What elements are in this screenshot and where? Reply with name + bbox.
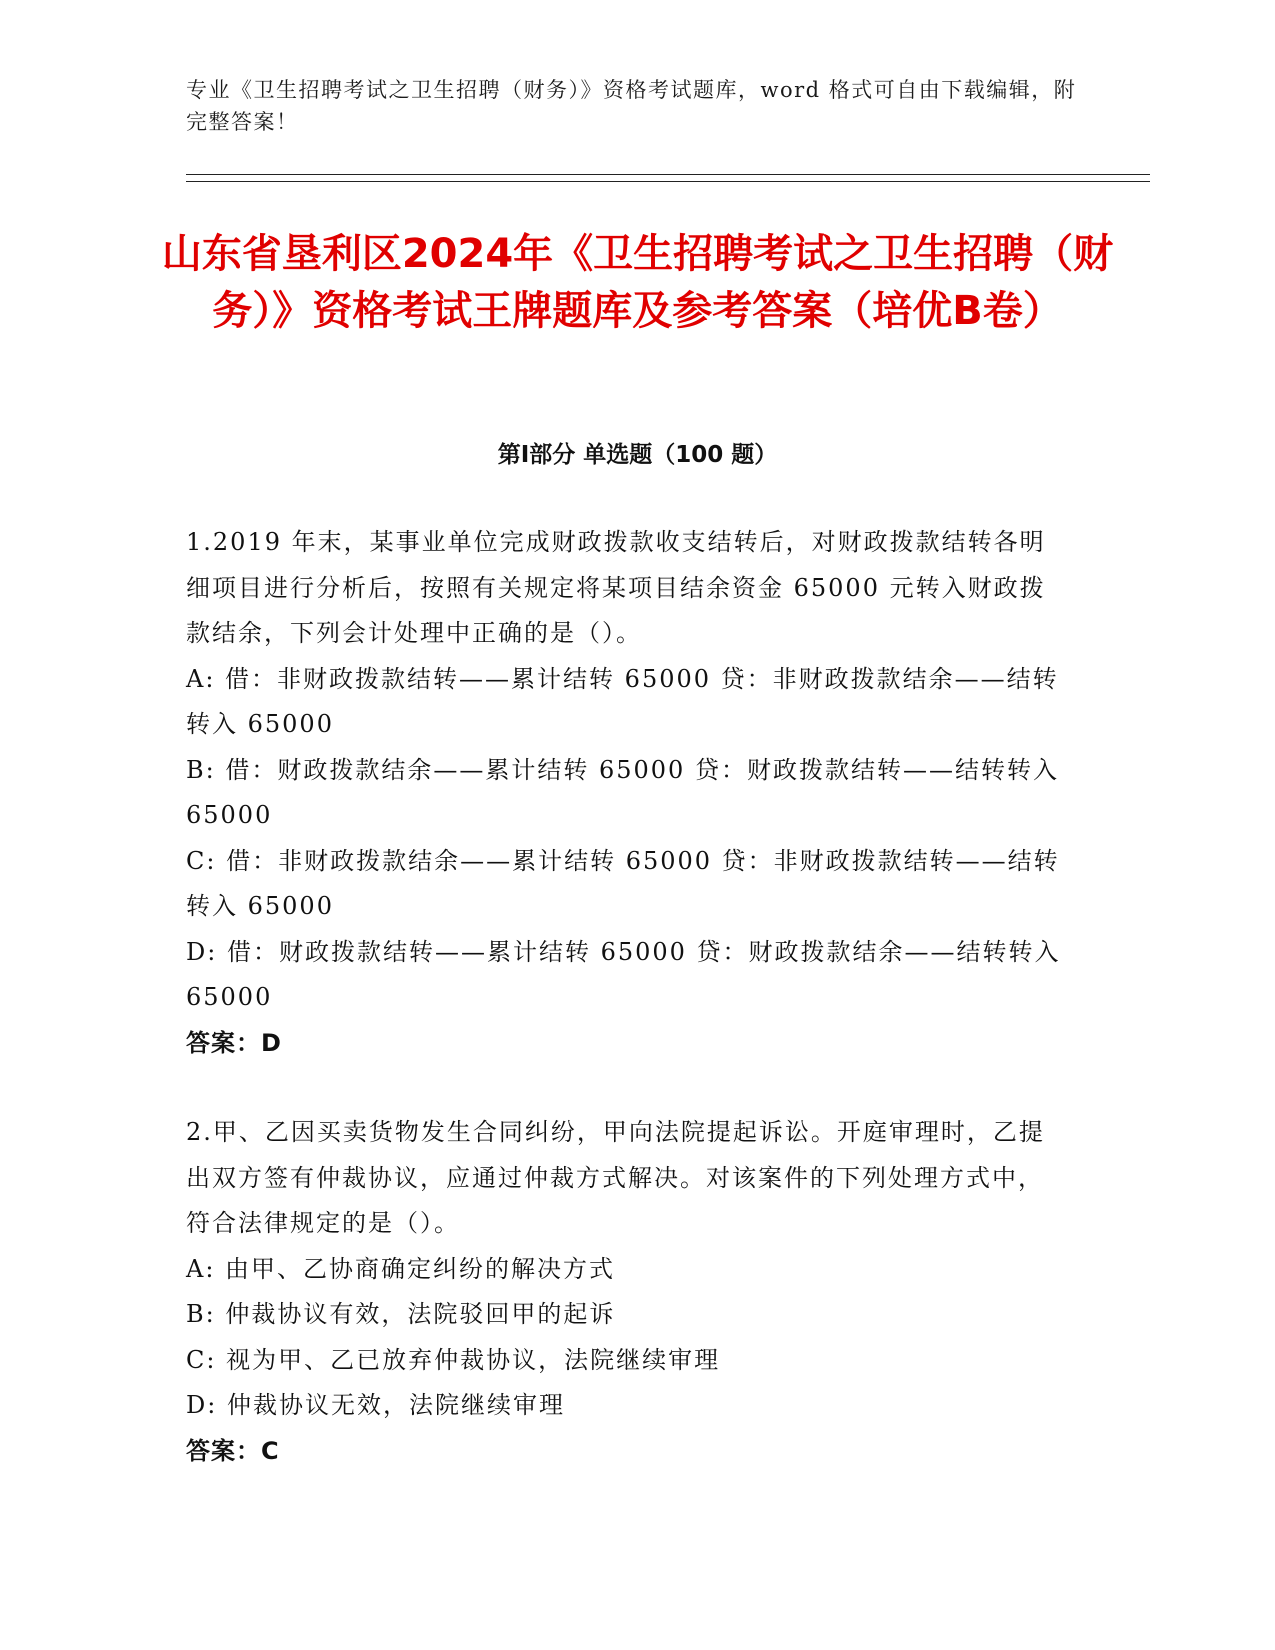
option-b: B: 仲裁协议有效，法院驳回甲的起诉 [186,1300,616,1328]
option-b: B: 借：财政拨款结余——累计结转 65000 贷：财政拨款结转——结转转入 65000 [186,755,1059,829]
option-c: C: 视为甲、乙已放弃仲裁协议，法院继续审理 [186,1345,721,1374]
question-text: 2.甲、乙因买卖货物发生合同纠纷，甲向法院提起诉讼。开庭审理时，乙提出双方签有仲裁协议，应通过仲裁方式解决。对该案件的下列处理方式中，符合法律规定的是（）。 [186,1118,1045,1237]
question-1 [186,520,1066,1066]
option-d: D: 仲裁协议无效，法院继续审理 [186,1391,565,1419]
header-divider-bottom [186,181,1150,182]
option-a: A: 由甲、乙协商确定纠纷的解决方式 [186,1254,616,1283]
header-note: 专业《卫生招聘考试之卫生招聘（财务）》资格考试题库，word 格式可自由下载编辑，附完整答案！ [186,78,1077,134]
option-a: A: 借：非财政拨款结转——累计结转 65000 贷：非财政拨款结余——结转转入 65000 [186,664,1059,738]
header-divider-top [186,174,1150,175]
answer: 答案：C [186,1436,280,1465]
document-title: 山东省垦利区2024年《卫生招聘考试之卫生招聘（财务）》资格考试王牌题库及参考答案（培优B卷） [161,231,1114,334]
question-2 [186,1110,1066,1474]
question-text: 1.2019 年末，某事业单位完成财政拨款收支结转后，对财政拨款结转各明细项目进行分析后，按照有关规定将某项目结余资金 65000 元转入财政拨款结余，下列会计处理中正确的是（）。 [186,528,1046,647]
option-c: C: 借：非财政拨款结余——累计结转 65000 贷：非财政拨款结转——结转转入 65000 [186,846,1060,920]
option-d: D: 借：财政拨款结转——累计结转 65000 贷：财政拨款结余——结转转入 65000 [186,937,1061,1011]
answer: 答案：D [186,1028,282,1057]
section-title: 第Ⅰ部分 单选题（100 题） [497,442,778,468]
